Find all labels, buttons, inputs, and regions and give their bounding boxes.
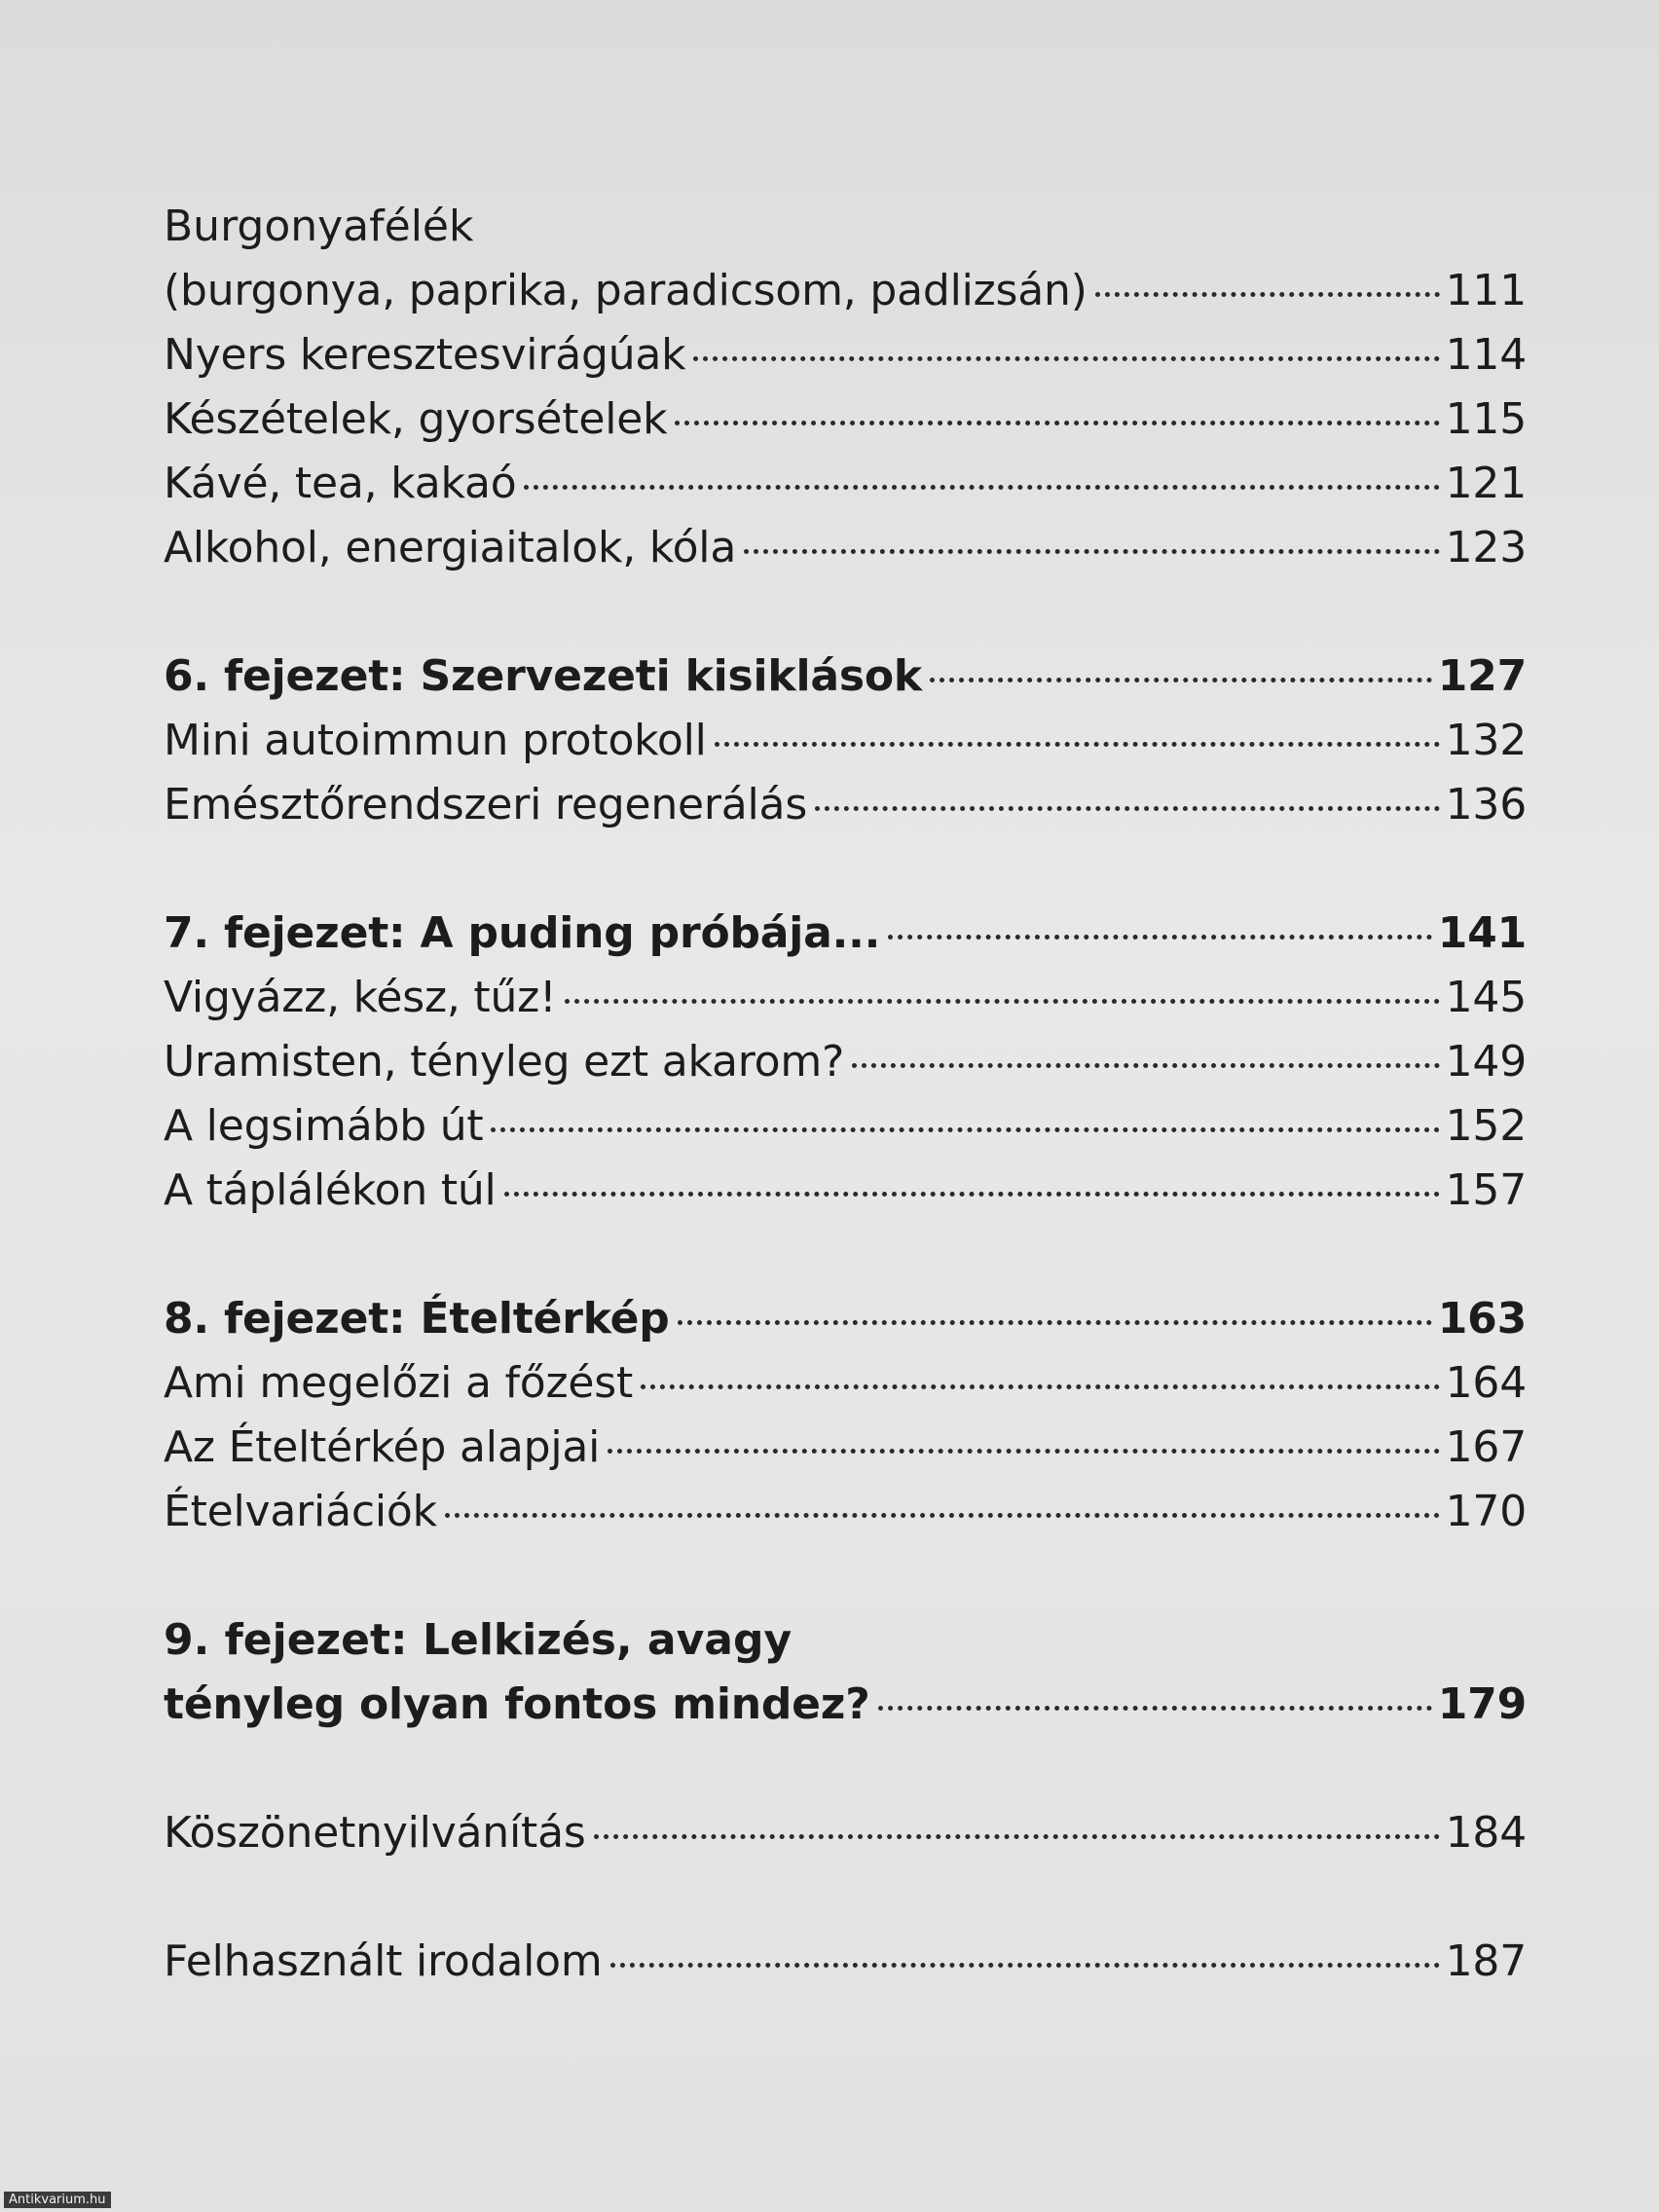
toc-chapter-page: 179 xyxy=(1437,1679,1527,1729)
toc-chapter-title: 6. fejezet: Szervezeti kisiklások xyxy=(164,651,922,701)
toc-entry-title: Köszönetnyilvánítás xyxy=(164,1808,586,1858)
toc-entry-page: 164 xyxy=(1445,1358,1527,1408)
toc-entry-title: Készételek, gyorsételek xyxy=(164,394,668,444)
toc-entry-page: 121 xyxy=(1445,459,1527,508)
spacer xyxy=(164,1544,1527,1608)
dot-leader xyxy=(675,421,1439,425)
toc-entry-page: 114 xyxy=(1445,330,1527,380)
toc-entry-page: 145 xyxy=(1445,973,1527,1022)
toc-entry-title: Ételvariációk xyxy=(164,1487,437,1536)
toc-entry xyxy=(164,1351,1527,1416)
toc-entry xyxy=(164,1094,1527,1159)
toc-entry xyxy=(164,1030,1527,1094)
toc-chapter-heading xyxy=(164,902,1527,966)
toc-entry xyxy=(164,1159,1527,1223)
toc-entry-title: Az Ételtérkép alapjai xyxy=(164,1422,601,1472)
dot-leader xyxy=(678,1320,1432,1325)
toc-chapter-title: 8. fejezet: Ételtérkép xyxy=(164,1294,670,1344)
toc-entry-page: 111 xyxy=(1445,266,1527,315)
toc-chapter-title: tényleg olyan fontos mindez? xyxy=(164,1679,870,1729)
dot-leader xyxy=(888,935,1432,940)
toc-entry-page: 167 xyxy=(1445,1422,1527,1472)
toc-chapter-heading xyxy=(164,1673,1527,1737)
dot-leader xyxy=(852,1063,1439,1068)
toc-entry-page: 132 xyxy=(1445,716,1527,765)
toc-entry-title: A legsimább út xyxy=(164,1101,484,1151)
toc-entry xyxy=(164,452,1527,516)
toc-entry-page: 184 xyxy=(1445,1808,1527,1858)
watermark-label: Antikvarium.hu xyxy=(4,2192,111,2208)
toc-entry-title: Alkohol, energiaitalok, kóla xyxy=(164,523,737,572)
dot-leader xyxy=(641,1384,1440,1389)
dot-leader xyxy=(815,806,1440,811)
toc-entry-page: 152 xyxy=(1445,1101,1527,1151)
dot-leader xyxy=(744,549,1440,554)
dot-leader xyxy=(608,1449,1439,1454)
toc-entry-title: Emésztőrendszeri regenerálás xyxy=(164,780,808,830)
toc-chapter-page: 163 xyxy=(1437,1294,1527,1344)
dot-leader xyxy=(524,485,1439,490)
toc-entry-page: 187 xyxy=(1445,1936,1527,1986)
spacer xyxy=(164,837,1527,902)
toc-entry-page: 157 xyxy=(1445,1165,1527,1215)
toc-entry xyxy=(164,709,1527,773)
toc-entry-bibliography xyxy=(164,1930,1527,1994)
toc-entry-title: Vigyázz, kész, tűz! xyxy=(164,973,557,1022)
toc-entry-page: 123 xyxy=(1445,523,1527,572)
dot-leader xyxy=(693,356,1439,361)
dot-leader xyxy=(491,1127,1439,1132)
toc-entry xyxy=(164,323,1527,387)
spacer xyxy=(164,1865,1527,1930)
toc-chapter-heading xyxy=(164,645,1527,709)
toc-chapter-heading xyxy=(164,1287,1527,1351)
toc-entry-acknowledgements xyxy=(164,1801,1527,1865)
toc-entry-page: 149 xyxy=(1445,1037,1527,1087)
table-of-contents xyxy=(164,195,1527,1994)
toc-entry-page: 115 xyxy=(1445,394,1527,444)
toc-entry xyxy=(164,516,1527,580)
dot-leader xyxy=(930,678,1432,682)
dot-leader xyxy=(878,1706,1432,1711)
dot-leader xyxy=(565,999,1440,1004)
toc-entry-title: Ami megelőzi a főzést xyxy=(164,1358,634,1408)
toc-entry-title: Felhasznált irodalom xyxy=(164,1936,603,1986)
toc-entry-title: (burgonya, paprika, paradicsom, padlizsán) xyxy=(164,266,1088,315)
dot-leader xyxy=(715,742,1440,747)
toc-chapter-line: 9. fejezet: Lelkizés, avagy xyxy=(164,1615,793,1665)
toc-entry-page: 136 xyxy=(1445,780,1527,830)
toc-entry xyxy=(164,966,1527,1030)
toc-entry-title: Mini autoimmun protokoll xyxy=(164,716,707,765)
dot-leader xyxy=(610,1963,1440,1968)
toc-entry xyxy=(164,387,1527,452)
spacer xyxy=(164,1737,1527,1801)
toc-entry-title: Kávé, tea, kakaó xyxy=(164,459,517,508)
toc-line: Burgonyafélék xyxy=(164,202,474,251)
spacer xyxy=(164,1223,1527,1287)
toc-entry-title: Nyers keresztesvirágúak xyxy=(164,330,686,380)
toc-entry-title: Uramisten, tényleg ezt akarom? xyxy=(164,1037,845,1087)
dot-leader xyxy=(1095,292,1440,297)
toc-entry xyxy=(164,259,1527,323)
toc-chapter-page: 127 xyxy=(1437,651,1527,701)
toc-entry xyxy=(164,773,1527,837)
dot-leader xyxy=(445,1513,1440,1518)
spacer xyxy=(164,580,1527,645)
dot-leader xyxy=(594,1834,1440,1839)
toc-entry xyxy=(164,1480,1527,1544)
toc-entry-page: 170 xyxy=(1445,1487,1527,1536)
toc-chapter-title: 7. fejezet: A puding próbája... xyxy=(164,908,881,958)
toc-entry xyxy=(164,1416,1527,1480)
toc-entry-title: A táplálékon túl xyxy=(164,1165,497,1215)
dot-leader xyxy=(504,1192,1440,1197)
toc-chapter-page: 141 xyxy=(1437,908,1527,958)
